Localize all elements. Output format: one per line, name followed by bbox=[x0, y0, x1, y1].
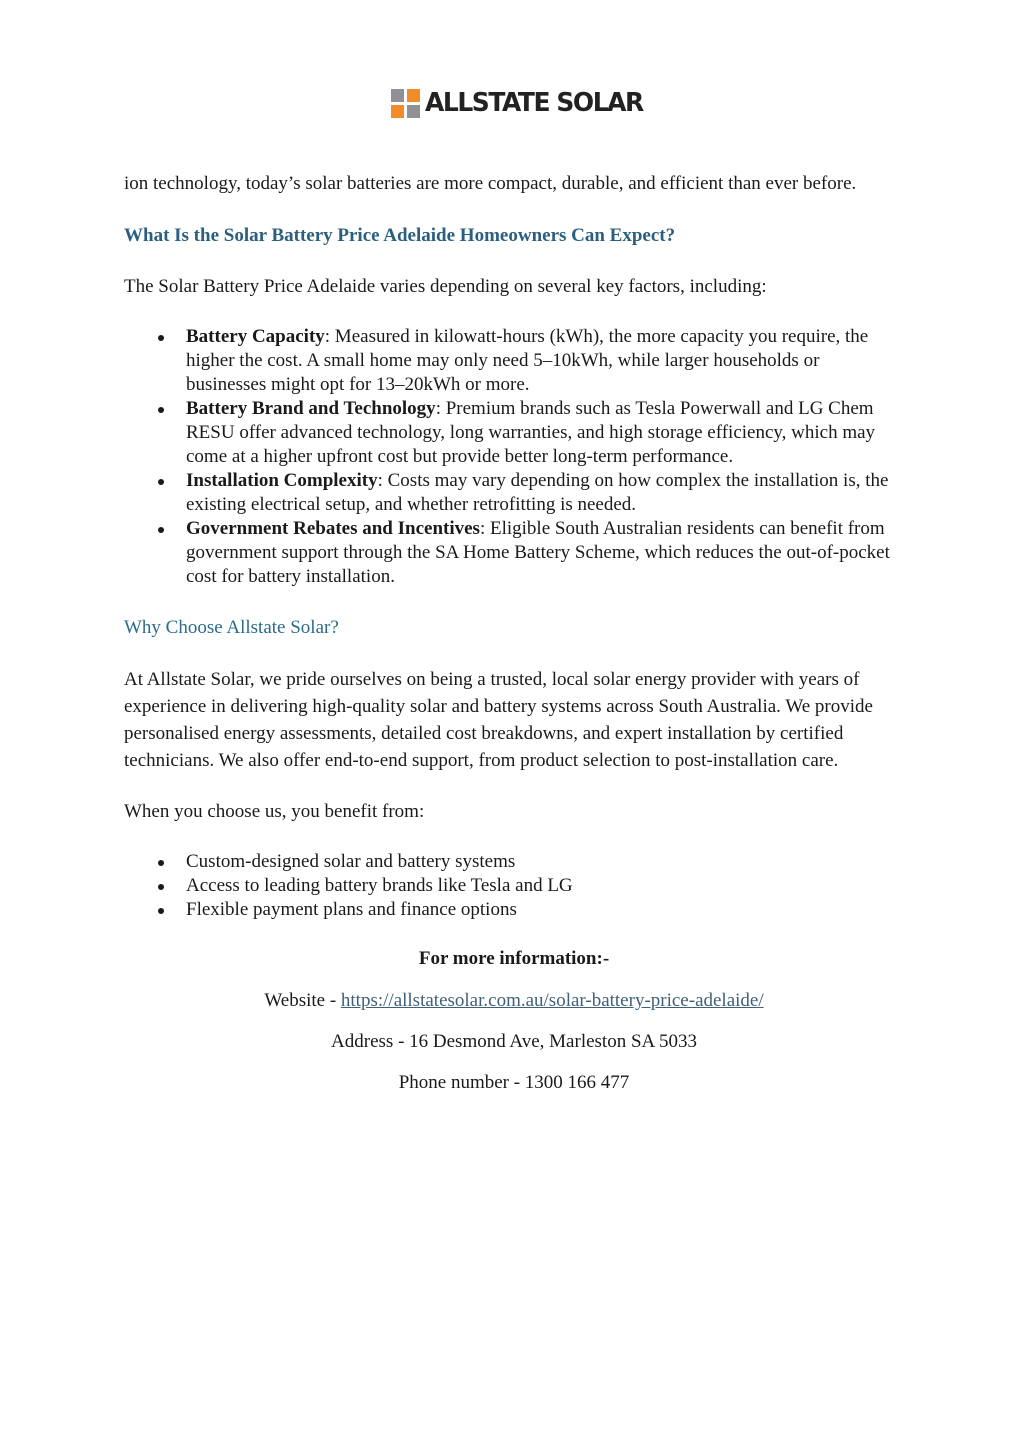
document-body bbox=[124, 170, 904, 1095]
section-heading-price: What Is the Solar Battery Price Adelaide Homeowners Can Expect? bbox=[124, 225, 676, 246]
website-label: Website - bbox=[264, 990, 341, 1011]
list-item bbox=[186, 325, 904, 397]
price-lead-paragraph: The Solar Battery Price Adelaide varies depending on several key factors, including: bbox=[124, 276, 767, 297]
website-link[interactable]: https://allstatesolar.com.au/solar-battery-price-adelaide/ bbox=[340, 990, 764, 1011]
list-item-term: Installation Complexity bbox=[186, 470, 378, 491]
contact-phone: Phone number - 1300 166 477 bbox=[398, 1072, 630, 1093]
price-factors-list bbox=[124, 325, 904, 589]
list-item-text: : Premium brands such as Tesla Powerwall and LG Chem RESU offer advanced technology, long warranties, and high storage efficiency, which may come at a higher upfront cost but provide better long-term performance. bbox=[186, 398, 876, 467]
contact-heading: For more information:- bbox=[418, 948, 610, 969]
contact-website bbox=[124, 988, 904, 1013]
logo-mark-icon bbox=[391, 89, 420, 118]
section-heading-why-choose: Why Choose Allstate Solar? bbox=[124, 617, 339, 638]
contact-address: Address - 16 Desmond Ave, Marleston SA 5033 bbox=[331, 1031, 697, 1052]
company-logo bbox=[391, 86, 652, 120]
list-item: Access to leading battery brands like Tesla and LG bbox=[186, 874, 904, 898]
list-item: Flexible payment plans and finance options bbox=[186, 898, 904, 922]
list-item-term: Battery Brand and Technology bbox=[186, 398, 436, 419]
list-item bbox=[186, 397, 904, 469]
benefits-list bbox=[124, 850, 904, 922]
list-item-text: : Measured in kilowatt-hours (kWh), the more capacity you require, the higher the cost. A small home may only need 5–10kWh, while larger households or businesses might opt for 13–20kWh or more. bbox=[186, 326, 869, 395]
list-item bbox=[186, 469, 904, 517]
intro-paragraph: ion technology, today’s solar batteries are more compact, durable, and efficient than ever before. bbox=[124, 173, 857, 194]
list-item-term: Battery Capacity bbox=[186, 326, 325, 347]
list-item-term: Government Rebates and Incentives bbox=[186, 518, 480, 539]
list-item: Custom-designed solar and battery systems bbox=[186, 850, 904, 874]
list-item bbox=[186, 517, 904, 589]
why-choose-paragraph: At Allstate Solar, we pride ourselves on being a trusted, local solar energy provider with years of experience in delivering high-quality solar and battery systems across South Australia. We provide personalised energy assessments, detailed cost breakdowns, and expert installation by certified technicians. We also offer end-to-end support, from product selection to post-installation care. bbox=[124, 669, 873, 771]
logo-text: ALLSTATE SOLAR bbox=[425, 88, 643, 118]
list-item-text: : Eligible South Australian residents can benefit from government support through the SA Home Battery Scheme, which reduces the out-of-pocket cost for battery installation. bbox=[186, 518, 890, 587]
benefits-lead-paragraph: When you choose us, you benefit from: bbox=[124, 801, 425, 822]
list-item-text: : Costs may vary depending on how complex the installation is, the existing electrical setup, and whether retrofitting is needed. bbox=[186, 470, 889, 515]
